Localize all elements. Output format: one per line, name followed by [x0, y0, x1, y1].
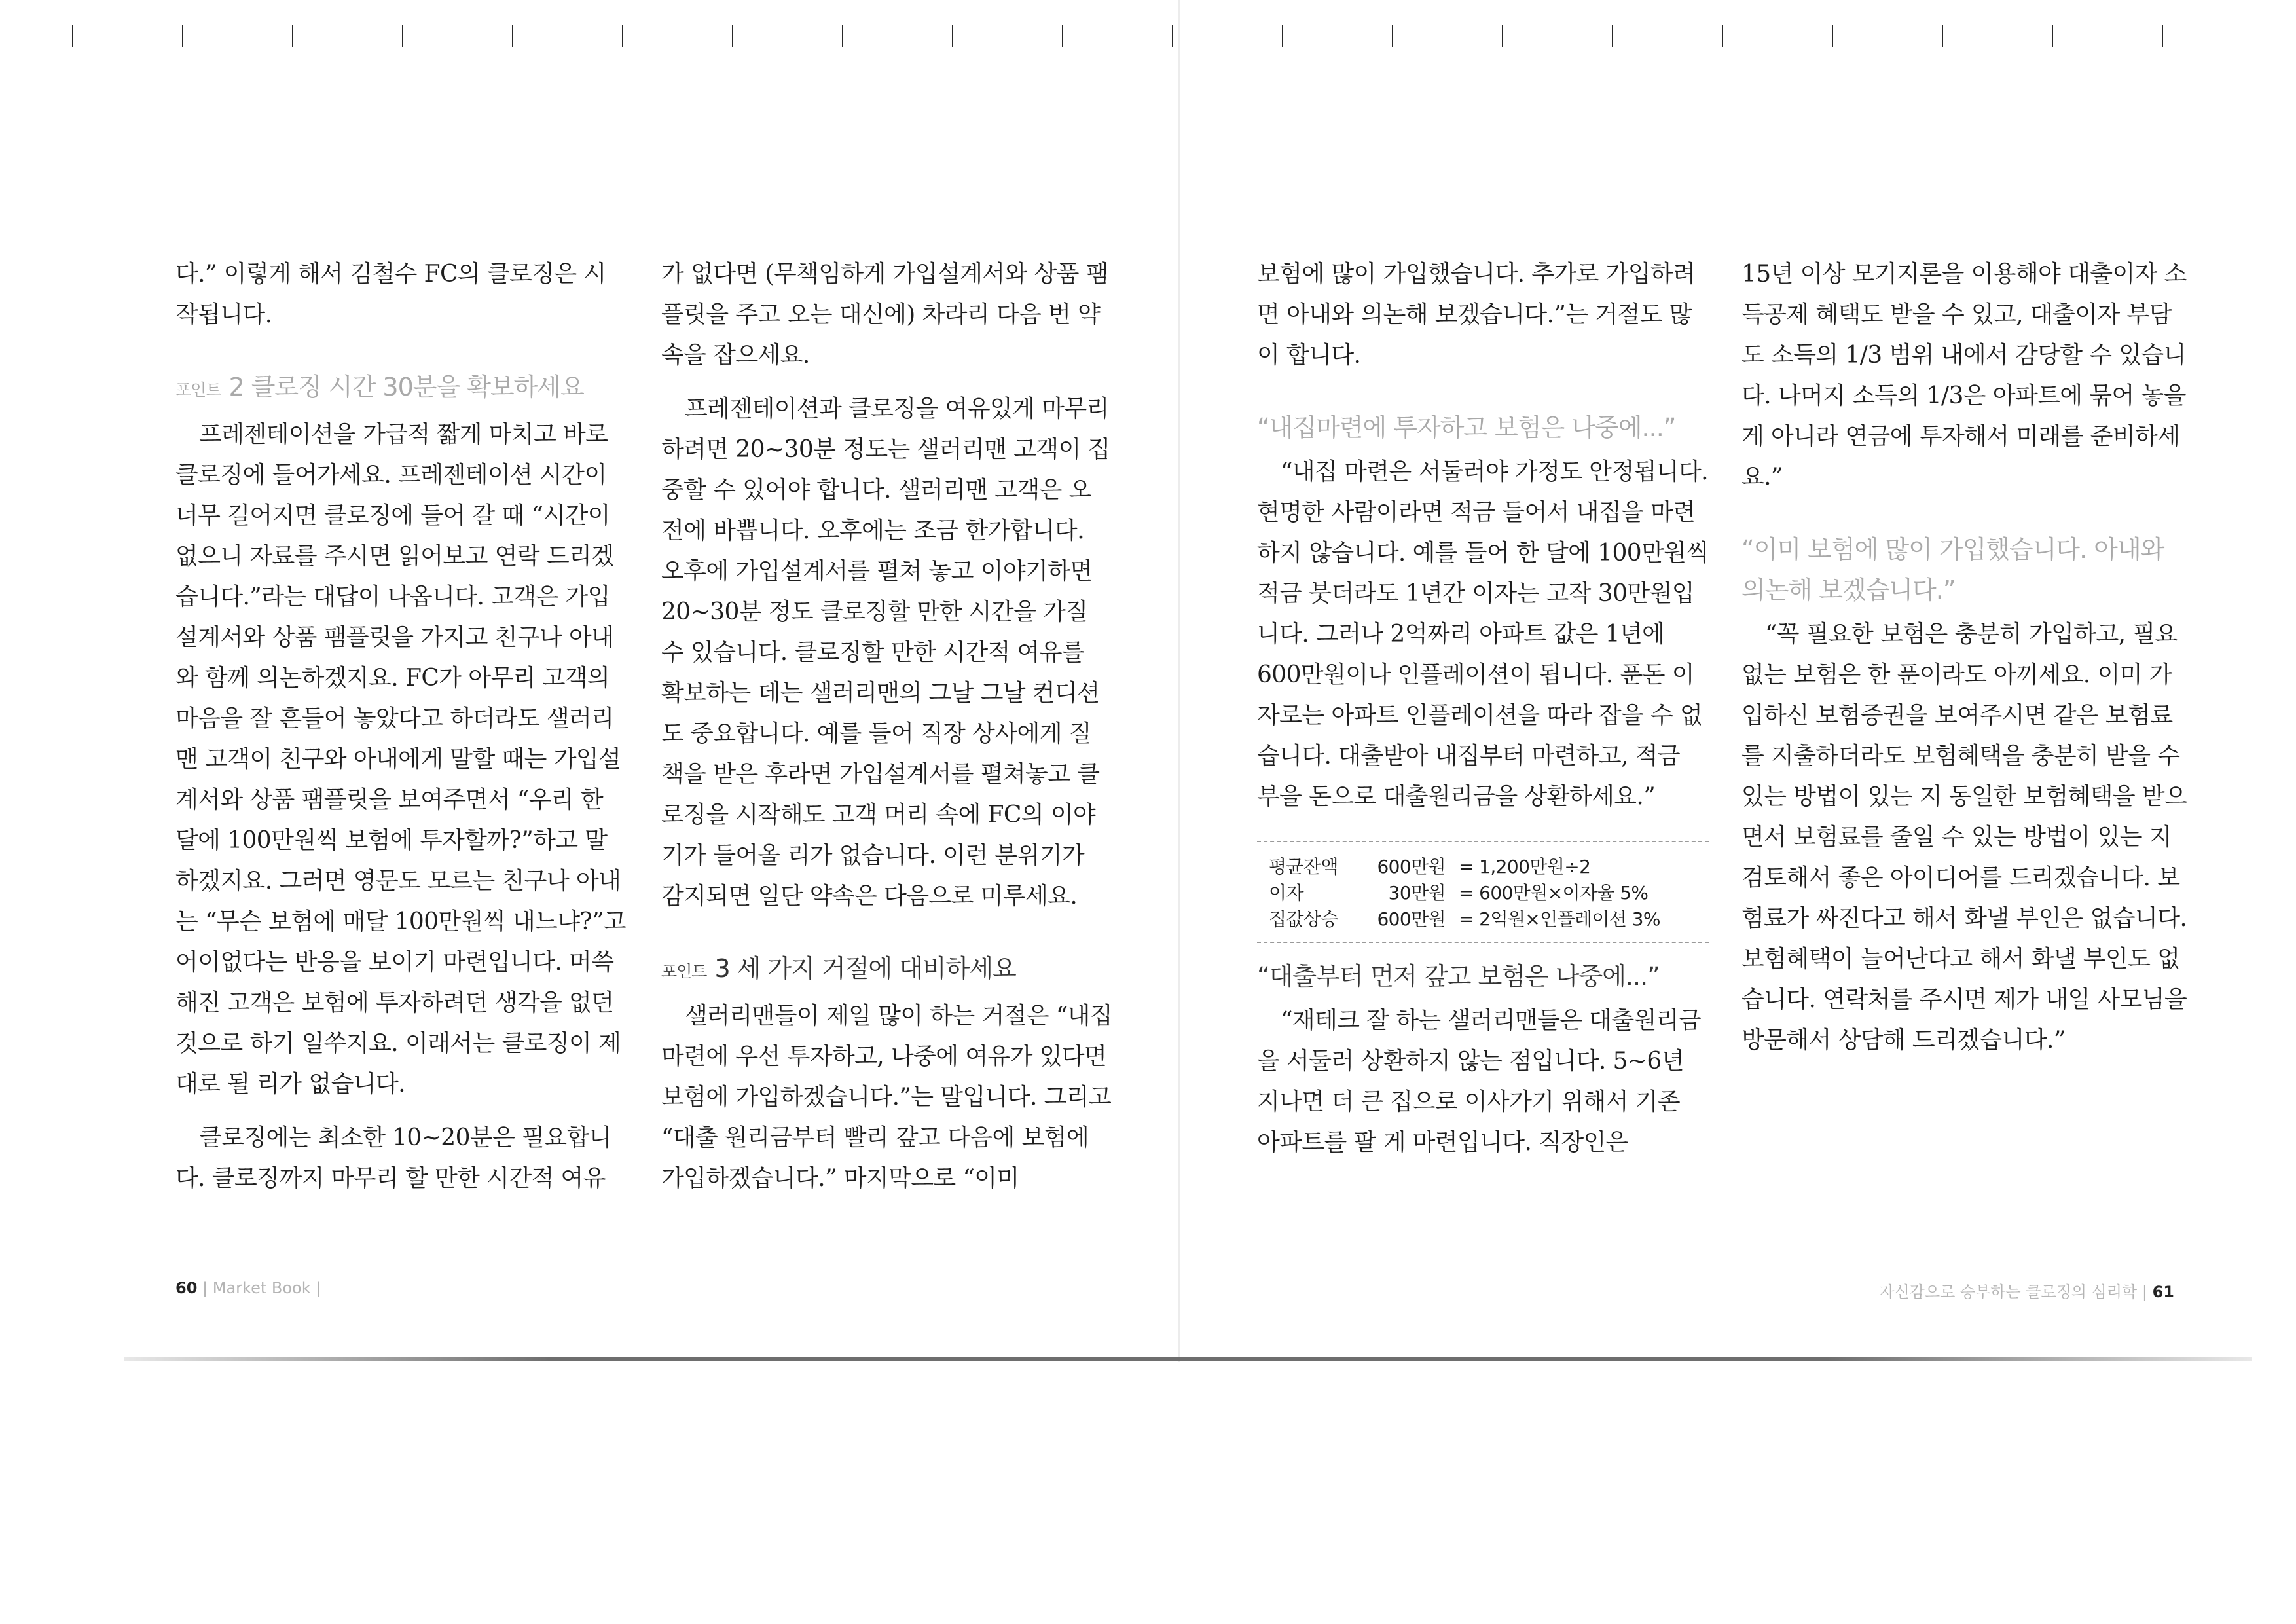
binder-tick: [2052, 25, 2053, 47]
page-number: 60: [175, 1279, 198, 1297]
point-title: 2 클로징 시간 30분을 확보하세요: [228, 373, 584, 401]
point-3-heading: [661, 948, 1113, 992]
formula-row: 이자 30만원 = 600만원×이자율 5%: [1269, 882, 1649, 904]
paragraph: “내집 마련은 서둘러야 가정도 안정됩니다. 현명한 사람이라면 적금 들어서 내집을 마련하지 않습니다. 예를 들어 한 달에 100만원씩 적금 붓더라도 1년간 이자는 고작 30만원입니다. 그러나 2억짜리 아파트 값은 1년에 600만원이나 인플레이션이 됩니다. 푼돈 이자로는 아파트 인플레이션을 따라 잡을 수 없습니다. 대출받아 내집부터 마련하고, 적금 부을 돈으로 대출원리금을 상환하세요.”: [1257, 458, 1709, 810]
formula-row: 평균잔액 600만원 = 1,200만원÷2: [1269, 856, 1591, 877]
scan-edge-line: [124, 1357, 2252, 1361]
binder-tick: [1942, 25, 1943, 47]
binder-tick: [72, 25, 73, 47]
page-number: 61: [2152, 1283, 2174, 1301]
point-tag: 포인트: [661, 962, 707, 981]
paragraph: 샐러리맨들이 제일 많이 하는 거절은 “내집마련에 우선 투자하고, 나중에 여유가 있다면 보험에 가입하겠습니다.”는 말입니다. 그리고 “대출 원리금부터 빨리 갚고 다음에 보험에 가입하겠습니다.” 마지막으로 “이미: [661, 1003, 1113, 1192]
page-gutter: [1178, 0, 1180, 1362]
binder-tick: [1722, 25, 1723, 47]
paragraph: “재테크 잘 하는 샐러리맨들은 대출원리금을 서둘러 상환하지 않는 점입니다. 5~6년 지나면 더 큰 집으로 이사가기 위해서 기존 아파트를 팔 게 마련입니다. 직장인은: [1257, 1007, 1702, 1156]
paragraph: 프레젠테이션을 가급적 짧게 마치고 바로 클로징에 들어가세요. 프레젠테이션 시간이 너무 길어지면 클로징에 들어 갈 때 “시간이 없으니 자료를 주시면 읽어보고 연락 드리겠습니다.”라는 대답이 나옵니다. 고객은 가입설계서와 상품 팸플릿을 가지고 친구나 아내와 함께 의논하겠지요. FC가 아무리 고객의 마음을 잘 흔들어 놓았다고 하더라도 샐러리맨 고객이 친구와 아내에게 말할 때는 가입설계서와 상품 팸플릿을 보여주면서 “우리 한 달에 100만원씩 보험에 투자할까?”하고 말하겠지요. 그러면 영문도 모르는 친구나 아내는 “무슨 보험에 매달 100만원씩 내느냐?”고 어이없다는 반응을 보이기 마련입니다. 머쓱해진 고객은 보험에 투자하려던 생각을 없던 것으로 하기 일쑤지요. 이래서는 클로징이 제대로 될 리가 없습니다.: [175, 421, 627, 1098]
binder-tick: [1392, 25, 1393, 47]
binder-tick: [1502, 25, 1503, 47]
binder-tick: [622, 25, 623, 47]
paragraph: 보험에 많이 가입했습니다. 추가로 가입하려면 아내와 의논해 보겠습니다.”는 거절도 많이 합니다.: [1257, 261, 1696, 369]
paragraph: 가 없다면 (무책임하게 가입설계서와 상품 팸플릿을 주고 오는 대신에) 차라리 다음 번 약속을 잡으세요.: [661, 261, 1108, 369]
objection-heading-2: “대출부터 먼저 갚고 보험은 나중에...”: [1257, 962, 1660, 991]
binder-tick: [2162, 25, 2163, 47]
binder-tick: [182, 25, 183, 47]
binder-tick: [1062, 25, 1063, 47]
right-page-column-2: [1741, 254, 2193, 1074]
binder-tick: [732, 25, 733, 47]
binder-tick: [1282, 25, 1283, 47]
calculation-box: [1257, 841, 1709, 943]
running-title: | Market Book |: [202, 1279, 321, 1297]
running-title: 자신감으로 승부하는 클로징의 심리학 |: [1879, 1283, 2147, 1301]
objection-heading-3: “이미 보험에 많이 가입했습니다. 아내와 의논해 보겠습니다.”: [1741, 535, 2164, 604]
binder-tick: [512, 25, 513, 47]
objection-heading-1: “내집마련에 투자하고 보험은 나중에...”: [1257, 413, 1676, 442]
paragraph: 클로징에는 최소한 10~20분은 필요합니다. 클로징까지 마무리 할 만한 시간적 여유: [175, 1124, 611, 1192]
formula-row: 집값상승 600만원 = 2억원×인플레이션 3%: [1269, 908, 1660, 930]
right-page-footer: [1879, 1279, 2174, 1302]
point-2-heading: [175, 367, 627, 411]
binder-tick: [952, 25, 953, 47]
binder-tick: [842, 25, 843, 47]
left-page-column-2: [661, 254, 1113, 1212]
right-page-column-1: [1257, 254, 1709, 1176]
binder-tick: [402, 25, 403, 47]
paragraph: 프레젠테이션과 클로징을 여유있게 마무리하려면 20~30분 정도는 샐러리맨 고객이 집중할 수 있어야 합니다. 샐러리맨 고객은 오전에 바쁩니다. 오후에는 조금 한가합니다. 오후에 가입설계서를 펼쳐 놓고 이야기하면 20~30분 정도 클로징할 만한 시간을 가질 수 있습니다. 클로징할 만한 시간적 여유를 확보하는 데는 샐러리맨의 그날 그날 컨디션도 중요합니다. 예를 들어 직장 상사에게 질책을 받은 후라면 가입설계서를 펼쳐놓고 클로징을 시작해도 고객 머리 속에 FC의 이야기가 들어올 리가 없습니다. 이런 분위기가 감지되면 일단 약속은 다음으로 미루세요.: [661, 396, 1110, 910]
binder-tick: [1612, 25, 1613, 47]
point-title: 3 세 가지 거절에 대비하세요: [714, 954, 1016, 983]
left-page-column-1: [175, 254, 627, 1212]
left-page-footer: [175, 1279, 321, 1297]
binder-tick: [292, 25, 293, 47]
point-tag: 포인트: [175, 380, 221, 399]
paragraph: 다.” 이렇게 해서 김철수 FC의 클로징은 시작됩니다.: [175, 261, 606, 328]
paragraph: 15년 이상 모기지론을 이용해야 대출이자 소득공제 혜택도 받을 수 있고, 대출이자 부담도 소득의 1/3 범위 내에서 감당할 수 있습니다. 나머지 소득의 1/3은 아파트에 묶어 놓을 게 아니라 연금에 투자해서 미래를 준비하세요.”: [1741, 261, 2187, 490]
paragraph: “꼭 필요한 보험은 충분히 가입하고, 필요 없는 보험은 한 푼이라도 아끼세요. 이미 가입하신 보험증권을 보여주시면 같은 보험료를 지출하더라도 보험혜택을 충분히 받을 수 있는 방법이 있는 지 동일한 보험혜택을 받으면서 보험료를 줄일 수 있는 방법이 있는 지 검토해서 좋은 아이디어를 드리겠습니다. 보험료가 싸진다고 해서 화낼 부인은 없습니다. 보험혜택이 늘어난다고 해서 화낼 부인도 없습니다. 연락처를 주시면 제가 내일 사모님을 방문해서 상담해 드리겠습니다.”: [1741, 621, 2187, 1054]
binder-tick: [1172, 25, 1173, 47]
binder-tick: [1832, 25, 1833, 47]
